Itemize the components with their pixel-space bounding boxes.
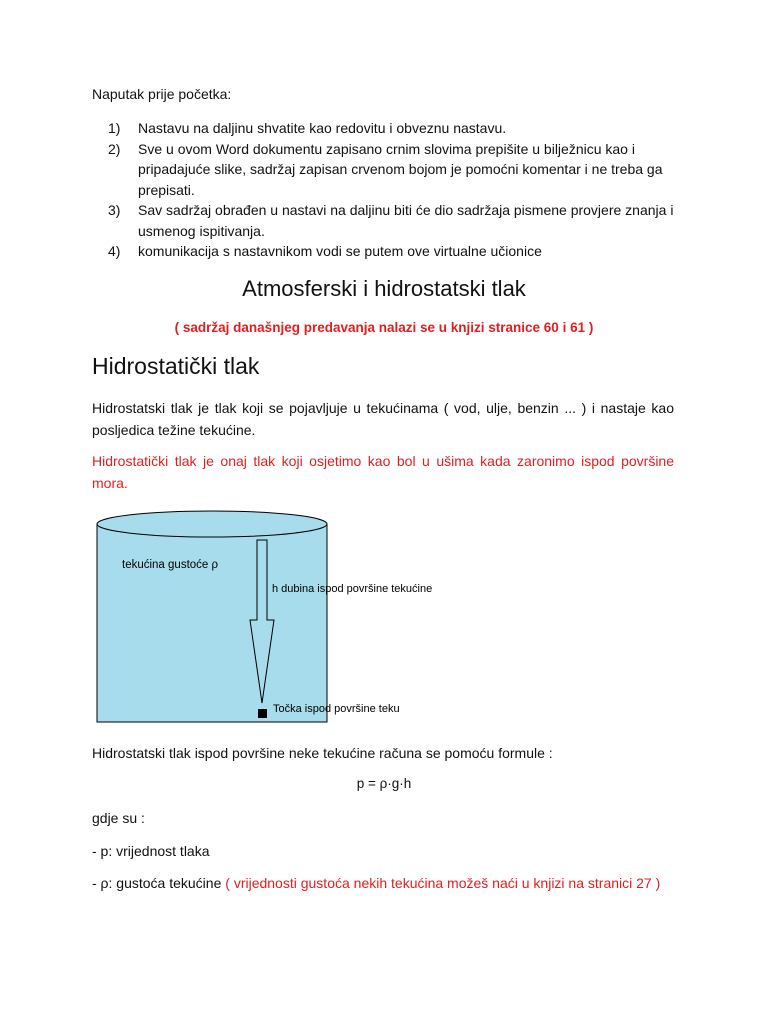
section-heading: Hidrostatički tlak bbox=[92, 353, 260, 379]
instruction-text: Sve u ovom Word dokumentu zapisano crnim slovima prepišite u bilježnicu kao i pripadajuće slike, sadržaj zapisan crvenom bojom je pomoćni komentar i ne treba ga prepisati. bbox=[138, 140, 663, 198]
instructions-list bbox=[108, 118, 678, 262]
measurement-point-marker bbox=[258, 709, 267, 718]
instruction-item bbox=[108, 139, 678, 201]
instruction-text: Nastavu na daljinu shvatite kao redovitu i obveznu nastavu. bbox=[138, 120, 507, 136]
pressure-definition: - p: vrijednost tlaka bbox=[92, 843, 210, 859]
depth-label: h dubina ispod površine tekućine bbox=[272, 583, 433, 595]
instruction-text: komunikacija s nastavnikom vodi se putem ove virtualne učionice bbox=[138, 243, 542, 259]
instruction-text: Sav sadržaj obrađen u nastavi na daljinu biti će dio sadržaja pismene provjere znanja i usmenog ispitivanja. bbox=[138, 202, 674, 239]
instruction-item bbox=[108, 241, 678, 262]
instruction-number: 1) bbox=[108, 120, 121, 136]
textbook-pages-note: ( sadržaj današnjeg predavanja nalazi se u knjizi stranice 60 i 61 ) bbox=[174, 320, 594, 335]
density-definition bbox=[92, 875, 660, 891]
point-label: Točka ispod površine teku bbox=[273, 703, 400, 715]
instruction-number: 4) bbox=[108, 243, 121, 259]
instruction-item bbox=[108, 118, 678, 139]
instruction-number: 2) bbox=[108, 140, 121, 157]
pressure-formula: p = ρ·g·h bbox=[356, 776, 412, 791]
intro-heading: Naputak prije početka: bbox=[92, 86, 232, 102]
liquid-density-label: tekućina gustoće ρ bbox=[122, 559, 219, 571]
liquid-container-diagram bbox=[94, 510, 434, 726]
definition-paragraph: Hidrostatski tlak je tlak koji se pojavljuje u tekućinama ( vod, ulje, benzin ... ) i nastaje kao posljedica težine tekućine. bbox=[92, 400, 674, 438]
document-title: Atmosferski i hidrostatski tlak bbox=[242, 276, 526, 301]
density-definition-text: - ρ: gustoća tekućine bbox=[92, 875, 222, 891]
instruction-number: 3) bbox=[108, 202, 121, 218]
density-comment: ( vrijednosti gustoća nekih tekućina možeš naći u knjizi na stranici 27 ) bbox=[221, 875, 661, 891]
red-comment-paragraph: Hidrostatički tlak je onaj tlak koji osjetimo kao bol u ušima kada zaronimo ispod površine mora. bbox=[92, 453, 674, 491]
where-label: gdje su : bbox=[92, 810, 145, 826]
liquid-surface bbox=[97, 511, 327, 537]
liquid-body bbox=[97, 524, 327, 722]
formula-intro: Hidrostatski tlak ispod površine neke tekućine računa se pomoću formule : bbox=[92, 745, 553, 761]
instruction-item bbox=[108, 200, 678, 241]
